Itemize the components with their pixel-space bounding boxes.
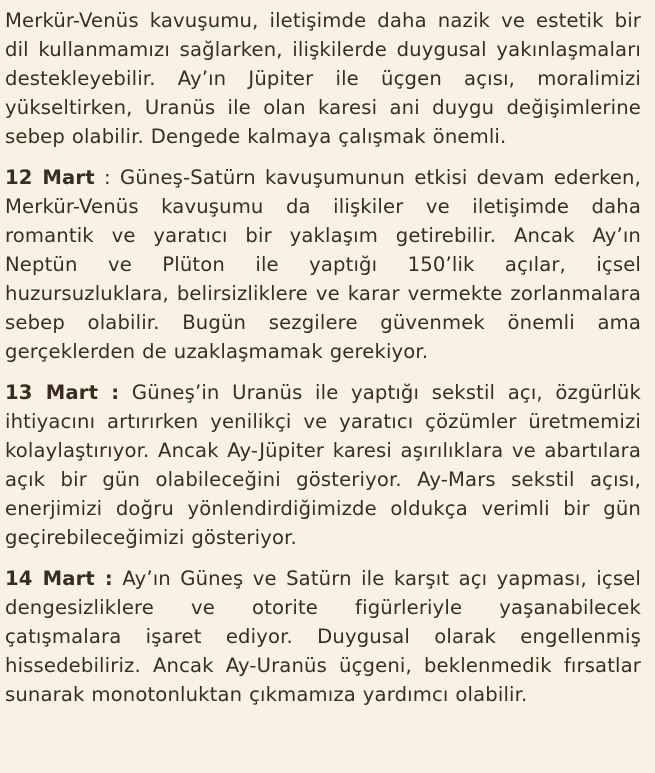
entry-date: 12 Mart [5, 166, 95, 189]
entry-date: 13 Mart : [5, 381, 120, 404]
entry-paragraph-14-mart [5, 564, 641, 709]
entry-text: Güneş’in Uranüs ile yaptığı sekstil açı, özgürlük ihtiyacını artırırken yenilikçi ve yaratıcı çözümler üretmemizi kolaylaştırıyor. Ancak Ay-Jüpiter karesi aşırılıklara ve abartılara açık bir gün olabileceğini gösteriyor. Ay-Mars sekstil açısı, enerjimizi doğru yönlendirdiğimizde oldukça verimli bir gün geçirebileceğimizi gösteriyor. [5, 381, 641, 549]
entry-separator [113, 567, 122, 590]
entry-separator: : [94, 166, 120, 189]
entry-date: 14 Mart : [5, 567, 113, 590]
entry-separator [119, 381, 132, 404]
entry-text: Güneş-Satürn kavuşumunun etkisi devam ederken, Merkür-Venüs kavuşumu da ilişkiler ve iletişimde daha romantik ve yaratıcı bir yaklaşım getirebilir. Ancak Ay’ın Neptün ve Plüton ile yaptığı 150’lik açılar, içsel huzursuzluklara, belirsizliklere ve karar vermekte zorlanmalara sebep olabilir. Bugün sezgilere güvenmek önemli ama gerçeklerden de uzaklaşmamak gerekiyor. [5, 166, 641, 363]
entry-paragraph-13-mart [5, 378, 641, 552]
entry-paragraph-12-mart [5, 163, 641, 366]
intro-paragraph: Merkür-Venüs kavuşumu, iletişimde daha nazik ve estetik bir dil kullanmamızı sağlarken, ilişkilerde duygusal yakınlaşmaları destekleyebilir. Ay’ın Jüpiter ile üçgen açısı, moralimizi yükseltirken, Uranüs ile olan karesi ani duygu değişimlerine sebep olabilir. Dengede kalmaya çalışmak önemli. [5, 9, 641, 148]
entry-text: Ay’ın Güneş ve Satürn ile karşıt açı yapması, içsel dengesizliklere ve otorite figürleriyle yaşanabilecek çatışmalara işaret ediyor. Duygusal olarak engellenmiş hissedebiliriz. Ancak Ay-Uranüs üçgeni, beklenmedik fırsatlar sunarak monotonluktan çıkmamıza yardımcı olabilir. [5, 567, 641, 706]
